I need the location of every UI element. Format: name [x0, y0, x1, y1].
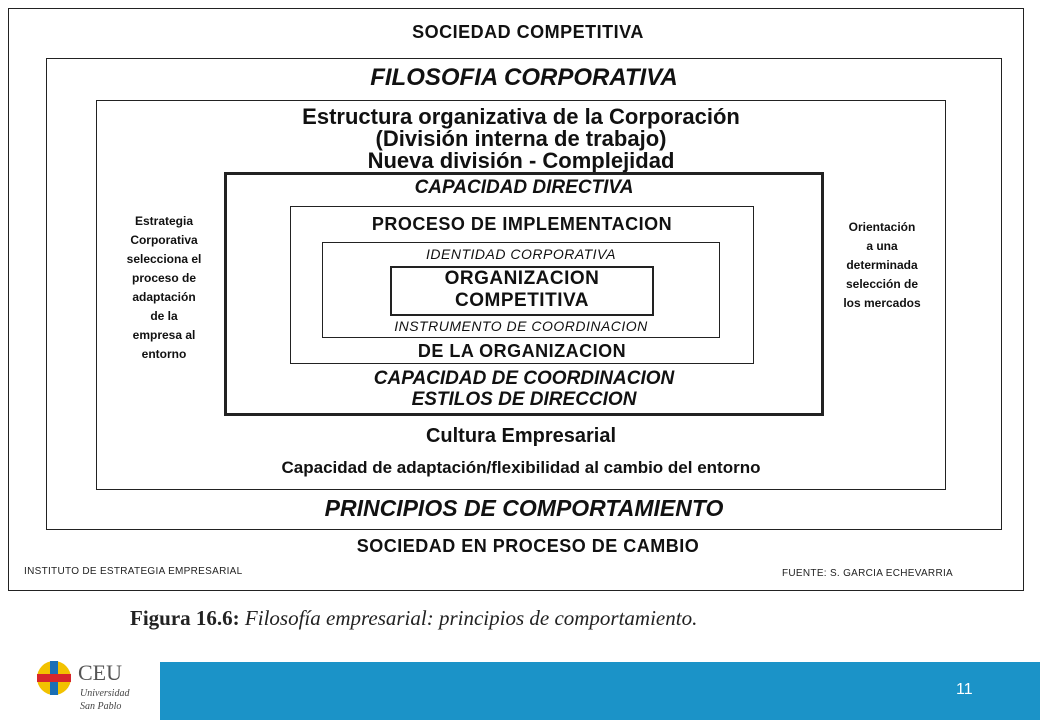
proceso-label: PROCESO DE IMPLEMENTACION: [371, 214, 673, 234]
caption-label: Figura 16.6:: [130, 606, 240, 630]
estructura-line-3: Nueva división - Complejidad: [367, 148, 675, 173]
figure-caption: [130, 606, 697, 631]
right-side-text: [822, 218, 942, 313]
de-la-organizacion-label: DE LA ORGANIZACION: [417, 341, 627, 361]
left-side-text: [104, 212, 224, 364]
estructura-line-2: (División interna de trabajo): [375, 126, 667, 151]
caption-text: Filosofía empresarial: principios de comportamiento.: [244, 606, 698, 630]
adaptacion-label: Capacidad de adaptación/flexibilidad al cambio del entorno: [281, 458, 761, 477]
left-side-line: Estrategia: [134, 214, 194, 228]
right-side-line: los mercados: [843, 296, 921, 310]
filosofia-label: FILOSOFIA CORPORATIVA: [370, 64, 678, 91]
left-side-line: Corporativa: [130, 233, 198, 247]
left-side-line: de la: [150, 309, 178, 323]
left-side-line: selecciona el: [126, 252, 202, 266]
left-side-line: proceso de: [131, 271, 197, 285]
logo-name: CEU: [78, 660, 122, 685]
logo-sub-1: Universidad: [80, 688, 130, 699]
outer-top-label: SOCIEDAD COMPETITIVA: [412, 22, 644, 42]
organizacion-line-2: COMPETITIVA: [455, 290, 589, 311]
estilos-direccion-label: ESTILOS DE DIRECCION: [411, 389, 637, 410]
right-side-line: determinada: [846, 258, 918, 272]
right-side-line: a una: [866, 239, 898, 253]
right-side-line: Orientación: [848, 220, 916, 234]
fuente-label: FUENTE: S. GARCIA ECHEVARRIA: [782, 568, 954, 579]
cultura-label: Cultura Empresarial: [425, 425, 617, 447]
left-side-line: entorno: [141, 347, 187, 361]
logo: [36, 658, 156, 718]
principios-label: PRINCIPIOS DE COMPORTAMIENTO: [324, 495, 724, 521]
outer-bottom-label: SOCIEDAD EN PROCESO DE CAMBIO: [356, 536, 700, 556]
capacidad-coordinacion-label: CAPACIDAD DE COORDINACION: [373, 368, 675, 389]
identidad-label: IDENTIDAD CORPORATIVA: [426, 246, 616, 262]
left-side-line: adaptación: [132, 290, 196, 304]
instrumento-label: INSTRUMENTO DE COORDINACION: [394, 318, 648, 334]
ceu-cross-icon: [36, 660, 72, 696]
instituto-label: INSTITUTO DE ESTRATEGIA EMPRESARIAL: [24, 566, 243, 577]
logo-sub-2: San Pablo: [80, 701, 122, 712]
estructura-line-1: Estructura organizativa de la Corporación: [302, 104, 740, 129]
page-number: 11: [956, 681, 973, 698]
organizacion-line-1: ORGANIZACION: [444, 268, 600, 289]
right-side-line: selección de: [845, 277, 919, 291]
footer-bar: [160, 662, 1040, 720]
left-side-line: empresa al: [132, 328, 196, 342]
capacidad-directiva-label: CAPACIDAD DIRECTIVA: [414, 177, 634, 198]
